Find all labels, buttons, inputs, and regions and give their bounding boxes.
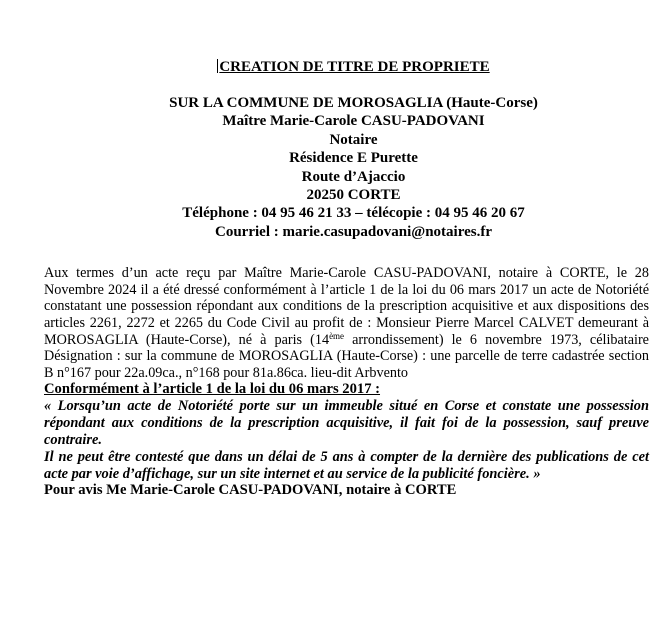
commune-line: SUR LA COMMUNE DE MOROSAGLIA (Haute-Corse) — [169, 95, 538, 111]
phone-fax-line: Téléphone : 04 95 46 21 33 – télécopie : 04 95 46 20 67 — [182, 205, 525, 222]
notary-role: Notaire — [329, 131, 378, 148]
legal-notice — [44, 58, 649, 499]
law-article-heading: Conformément à l’article 1 de la loi du 06 mars 2017 : — [44, 381, 381, 398]
address-postal: 20250 CORTE — [306, 187, 401, 204]
law-quote-1: « Lorsqu’un acte de Notoriété porte sur un immeuble situé en Corse et constate une possession répondant aux conditions de la prescription acquisitive, il fait foi de la possession, sauf preuve contraire. — [44, 398, 649, 448]
notice-title-text: CREATION DE TITRE DE PROPRIETE — [219, 59, 490, 75]
closing-signature: Pour avis Me Marie-Carole CASU-PADOVANI, notaire à CORTE — [44, 482, 457, 499]
ordinal-superscript: ème — [329, 330, 345, 341]
address-route: Route d’Ajaccio — [301, 168, 406, 185]
main-paragraph-part1: Aux termes d’un acte reçu par Maître Marie-Carole CASU-PADOVANI, notaire à CORTE, le 28 Novembre 2024 il a été dressé conformément à l’article 1 de la loi du 06 mars 2017 un acte de Notoriété constatant une possession répondant aux conditions de la prescription acquisitive et aux dispositions des articles 2261, 2272 et 2265 du Code Civil au profit de : Monsieur Pierre Marcel CALVET demeurant à MOROSAGLIA (Haute-Corse), né à paris (14 — [44, 265, 649, 348]
law-quote-2: Il ne peut être contesté que dans un délai de 5 ans à compter de la dernière des publications de cet acte par voie d’affichage, sur un site internet et au service de la publicité foncière. » — [44, 448, 649, 482]
address-residence: Résidence E Purette — [289, 150, 418, 167]
main-paragraph-part2: arrondissement) le 6 novembre 1973, célibataire Désignation : sur la commune de MOROSAGLIA (Haute-Corse) : une parcelle de terre cadastrée section B n°167 pour 22a.09ca., n°168 pour 81a.86ca. lieu-dit Arbvento — [44, 331, 649, 381]
main-paragraph — [44, 265, 649, 381]
notice-body — [44, 265, 649, 499]
notary-header — [58, 94, 649, 241]
notary-name: Maître Marie-Carole CASU-PADOVANI — [222, 113, 485, 130]
notice-title — [58, 58, 649, 76]
email-line: Courriel : marie.casupadovani@notaires.fr — [215, 223, 492, 240]
